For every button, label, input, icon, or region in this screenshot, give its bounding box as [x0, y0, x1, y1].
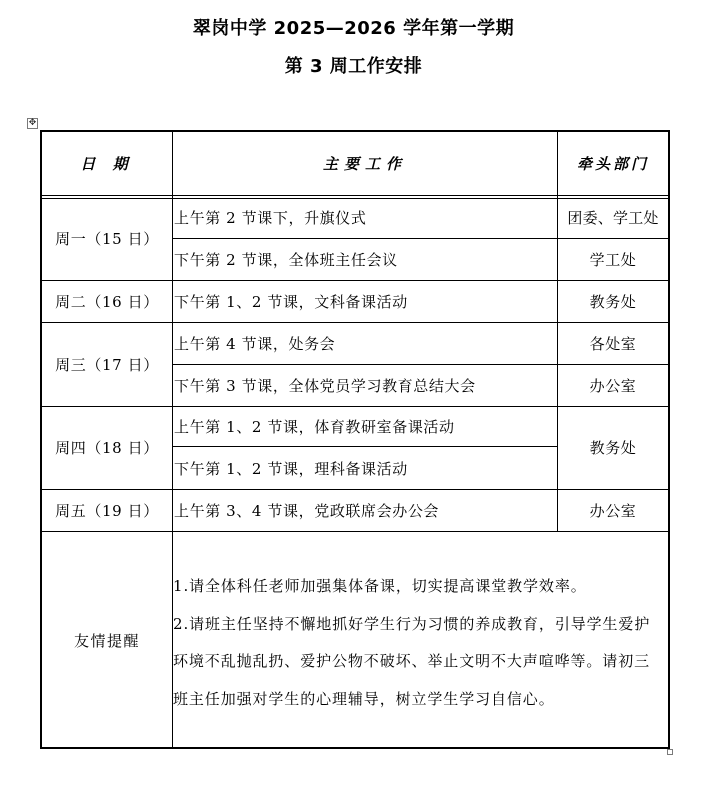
document-title: 翠岗中学 2025—2026 学年第一学期	[192, 18, 515, 39]
work-item: 下午第 1、2 节课，文科备课活动	[174, 293, 408, 311]
row-divider	[40, 531, 670, 532]
work-item: 下午第 3 节课，全体党员学习教育总结大会	[174, 377, 476, 395]
subrow-divider	[172, 364, 670, 365]
table-border-top	[40, 130, 670, 132]
reminder-item-1: 1.请全体科任老师加强集体备课，切实提高课堂教学效率。	[173, 577, 587, 595]
reminder-content	[173, 568, 669, 718]
header-lead-department: 牵头部门	[576, 155, 649, 173]
work-item: 下午第 2 节课，全体班主任会议	[174, 251, 398, 269]
work-item: 下午第 1、2 节课，理科备课活动	[174, 460, 408, 478]
header-divider	[40, 195, 670, 196]
document-subtitle: 第 3 周工作安排	[284, 56, 423, 77]
reminder-item-2-line-1: 2.请班主任坚持不懈地抓好学生行为习惯的养成教育，引导学生爱护	[173, 614, 651, 633]
department-cell: 办公室	[589, 377, 637, 395]
day-label-friday: 周五（19 日）	[55, 502, 159, 520]
table-resize-handle[interactable]	[667, 749, 673, 755]
row-divider	[40, 322, 670, 323]
header-divider-second	[40, 198, 670, 199]
department-cell-thursday: 教务处	[589, 439, 637, 457]
day-label-tuesday: 周二（16 日）	[55, 293, 159, 311]
department-cell: 团委、学工处	[567, 209, 659, 227]
department-cell: 办公室	[589, 502, 637, 520]
reminder-label: 友情提醒	[73, 632, 140, 650]
day-label-wednesday: 周三（17 日）	[55, 356, 159, 374]
table-border-bottom	[40, 747, 670, 749]
work-item: 上午第 4 节课，处务会	[174, 335, 336, 353]
header-main-work: 主要工作	[322, 155, 407, 173]
row-divider	[40, 406, 670, 407]
department-cell: 教务处	[589, 293, 637, 311]
reminder-item-2-line-2: 环境不乱抛乱扔、爱护公物不破坏、举止文明不大声喧哗等。请初三	[173, 652, 651, 670]
table-move-handle-icon[interactable]: ✥	[28, 118, 37, 128]
department-cell: 各处室	[589, 335, 637, 353]
subrow-divider	[172, 238, 670, 239]
work-item: 上午第 3、4 节课，党政联席会办公会	[174, 502, 440, 520]
day-label-thursday: 周四（18 日）	[55, 439, 159, 457]
column-divider-dept	[557, 130, 558, 531]
day-label-monday: 周一（15 日）	[55, 230, 159, 248]
reminder-item-2-line-3: 班主任加强对学生的心理辅导，树立学生学习自信心。	[173, 689, 555, 708]
subrow-divider	[172, 446, 558, 447]
header-date: 日 期	[80, 155, 134, 173]
department-cell: 学工处	[589, 251, 637, 269]
work-item: 上午第 2 节课下，升旗仪式	[174, 209, 367, 227]
row-divider	[40, 280, 670, 281]
work-item: 上午第 1、2 节课，体育教研室备课活动	[174, 418, 455, 436]
row-divider	[40, 489, 670, 490]
